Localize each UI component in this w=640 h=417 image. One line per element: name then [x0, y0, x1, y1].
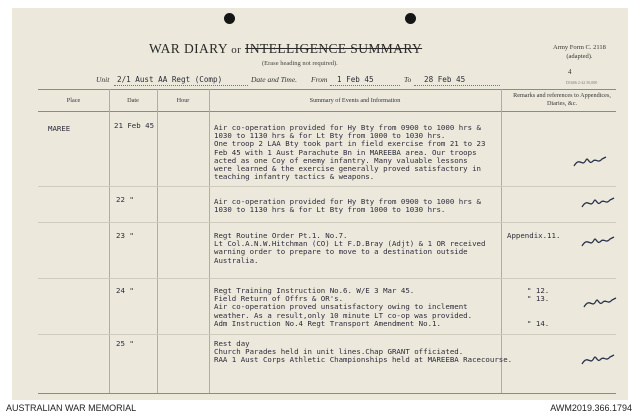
entry-summary [214, 232, 485, 265]
punch-hole-left [224, 13, 235, 24]
remark-appendix: " 12. [527, 286, 550, 295]
summary-line: 1030 to 1130 hrs & for Lt Bty from 1000 to 1030 hrs. [214, 131, 446, 141]
title-war-diary: WAR DIARY [149, 41, 228, 56]
table-header-rule [38, 111, 616, 112]
form-number: Army Form C. 2118 [553, 44, 606, 51]
summary-line: Field Return of Offrs & OR's. [214, 294, 344, 304]
to-underline [414, 85, 500, 86]
entry-summary [214, 198, 481, 214]
summary-line: warning order to prepare to move to a destination outside [214, 247, 468, 257]
officer-initials-signature [582, 293, 618, 311]
entry-separator [38, 222, 616, 223]
entry-place: MAREE [48, 124, 71, 133]
summary-line: Church Parades held in unit lines.Chap GRANT officiated. [214, 347, 464, 357]
summary-line: teaching infantry tactics & weapons. [214, 172, 375, 182]
summary-line: Air co-operation provided for Hy Bty from 0900 to 1000 hrs & [214, 197, 481, 206]
summary-line: One troop 2 LAA Bty took part in field exercise from 21 to 23 [214, 139, 486, 149]
summary-line: were learned & the exercise generally proved satisfactory in [214, 164, 481, 174]
diary-title [149, 41, 422, 57]
page-number: 4 [568, 68, 572, 76]
form-identifier [553, 43, 606, 61]
print-code: D1606 2-42 50,000 [566, 80, 598, 85]
entry-summary [214, 340, 512, 365]
summary-line: weather. As a result,only 10 minute LT co-op was provided. [214, 310, 473, 320]
to-value: 28 Feb 45 [424, 75, 466, 84]
remarks-list [527, 287, 549, 328]
summary-line: Feb 45 with 1 Aust Parachute Bn in MAREEBA area. Our troops [214, 147, 477, 157]
footer-accession-number: AWM2019.366.1794 [550, 403, 632, 413]
entry-summary [214, 124, 485, 181]
column-header-place: Place [66, 97, 81, 104]
entry-date: 23 " [116, 231, 134, 240]
summary-line: Australia. [214, 255, 259, 265]
officer-initials-signature [572, 152, 608, 170]
summary-line: Lt Col.A.N.W.Hitchman (CO) Lt F.D.Bray (Adjt) & 1 OR received [214, 239, 486, 249]
title-subtitle: (Erase heading not required). [262, 60, 338, 67]
to-label: To [404, 75, 412, 84]
entry-summary [214, 287, 472, 328]
column-header-date: Date [127, 97, 139, 104]
column-divider-date [157, 89, 158, 393]
entry-separator [38, 334, 616, 335]
summary-line: Regt Routine Order Pt.1. No.7. [214, 231, 348, 240]
summary-line: 1030 to 1130 hrs & for Lt Bty from 1000 to 1030 hrs. [214, 205, 446, 215]
unit-value: 2/1 Aust AA Regt (Comp) [117, 75, 223, 84]
entry-date: 21 Feb 45 [114, 121, 155, 130]
entry-date: 25 " [116, 339, 134, 348]
column-header-summary: Summary of Events and Information [309, 97, 401, 104]
form-adapted: (adapted). [566, 53, 593, 60]
summary-line: Rest day [214, 339, 250, 348]
table-top-rule [38, 89, 616, 90]
footer-institution: AUSTRALIAN WAR MEMORIAL [6, 403, 137, 413]
entry-date: 24 " [116, 286, 134, 295]
remark-appendix: " 14. [527, 318, 550, 328]
remark-appendix: Appendix.11. [507, 231, 561, 240]
column-header-remarks: Remarks and references to Appendices, Diaries, &c. [513, 92, 611, 107]
entry-separator [38, 278, 616, 279]
summary-line: Air co-operation proved unsatisfactory owing to inclement [214, 302, 468, 312]
summary-line: Adm Instruction No.4 Regt Transport Amendment No.1. [214, 318, 441, 328]
unit-label: Unit [96, 75, 110, 84]
officer-initials-signature [580, 350, 616, 368]
summary-line: Regt Training Instruction No.6. W/E 3 Mar 45. [214, 286, 415, 295]
entry-separator [38, 186, 616, 187]
column-header-hour: Hour [176, 97, 190, 104]
from-underline [330, 85, 400, 86]
table-bottom-rule [38, 393, 616, 394]
column-divider-place [109, 89, 110, 393]
unit-underline [114, 85, 248, 86]
column-divider-hour [209, 89, 210, 393]
punch-hole-right [405, 13, 416, 24]
remark-appendix: " 13. [527, 294, 550, 304]
officer-initials-signature [580, 193, 616, 211]
date-time-label: Date and Time. [251, 75, 298, 84]
title-intelligence-summary: INTELLIGENCE SUMMARY [245, 41, 423, 56]
summary-line: Air co-operation provided for Hy Bty from 0900 to 1000 hrs & [214, 123, 481, 132]
from-value: 1 Feb 45 [337, 75, 374, 84]
entry-date: 22 " [116, 195, 134, 204]
officer-initials-signature [580, 232, 616, 250]
summary-line: acted as one Coy of enemy infantry. Many valuable lessons [214, 155, 468, 165]
title-or: or [231, 44, 242, 56]
summary-line: RAA 1 Aust Corps Athletic Championships held at MAREEBA Racecourse. [214, 355, 513, 365]
from-label: From [311, 75, 328, 84]
